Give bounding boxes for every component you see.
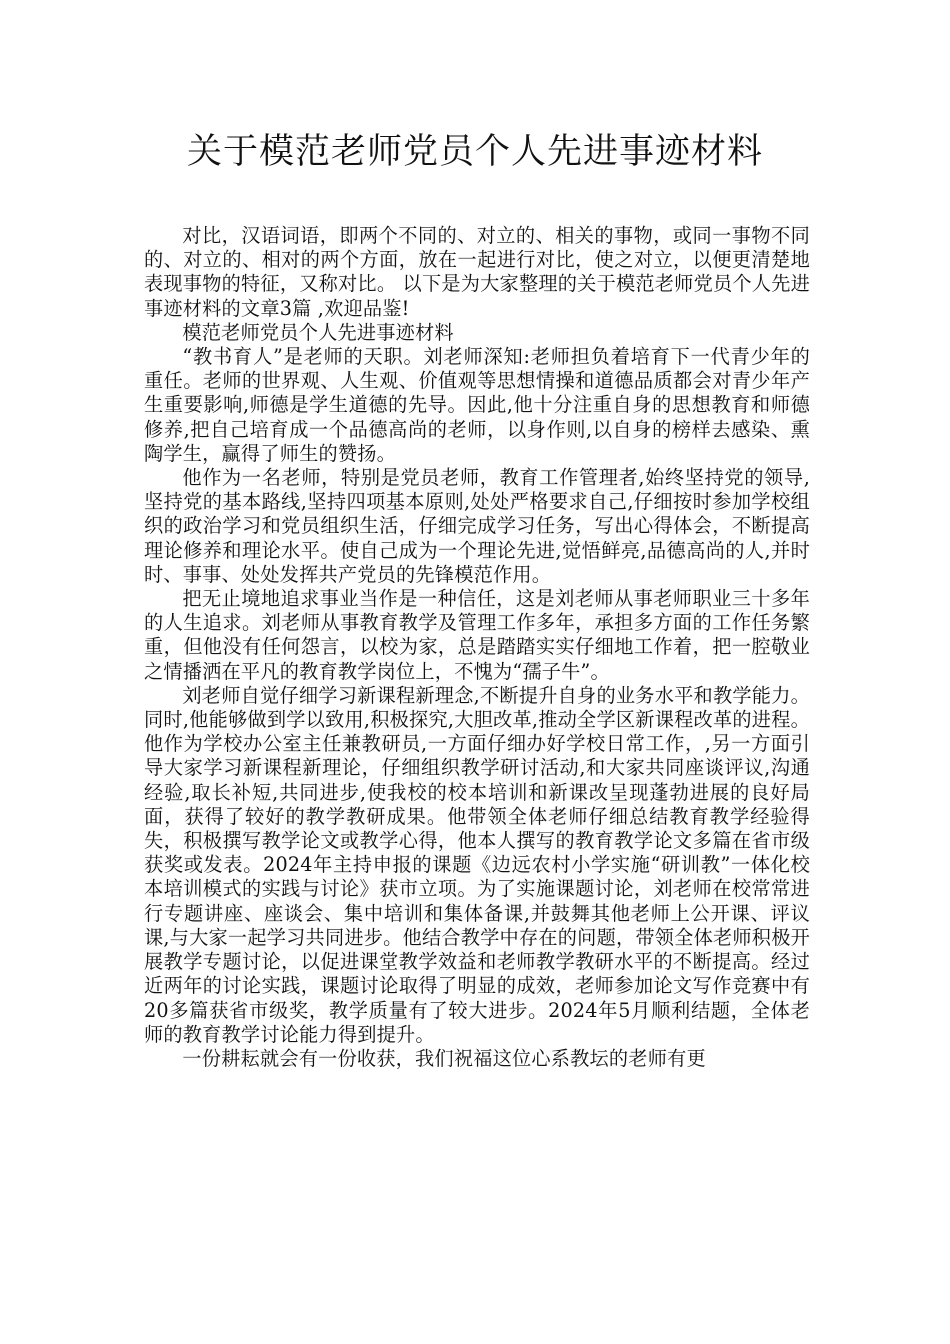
- paragraph: “教书育人”是老师的天职。刘老师深知:老师担负着培育下一代青少年的重任。老师的世界观、人生观、价值观等思想情操和道德品质都会对青少年产生重要影响,师德是学生道德的先导。因此,他十分注重自身的思想教育和师德修养,把自己培育成一个品德高尚的老师，以身作则,以自身的榜样去感染、熏陶学生，赢得了师生的赞扬。: [144, 345, 810, 465]
- document-title: 关于模范老师党员个人先进事迹材料: [186, 132, 763, 172]
- paragraph: 把无止境地追求事业当作是一种信任，这是刘老师从事老师职业三十多年的人生追求。刘老师从事教育教学及管理工作多年，承担多方面的工作任务繁重，但他没有任何怨言，以校为家，总是踏踏实实仔细地工作着，把一腔敬业之情播洒在平凡的教育教学岗位上，不愧为“孺子牛”。: [144, 587, 810, 683]
- paragraph-intro: 对比，汉语词语，即两个不同的、对立的、相关的事物，或同一事物不同的、对立的、相对的两个方面，放在一起进行对比，使之对立，以便更清楚地表现事物的特征，又称对比。 以下是为大家整理的关于模范老师党员个人先进事迹材料的文章3篇 ,欢迎品鉴!: [144, 224, 810, 320]
- paragraph: 刘老师自觉仔细学习新课程新理念,不断提升自身的业务水平和教学能力。同时,他能够做到学以致用,积极探究,大胆改革,推动全学区新课程改革的进程。他作为学校办公室主任兼教研员,一方面仔细办好学校日常工作，,另一方面引导大家学习新课程新理论，仔细组织教学研讨活动,和大家共同座谈评议,沟通经验,取长补短,共同进步,使我校的校本培训和新课改呈现蓬勃进展的良好局面，获得了较好的教学教研成果。他带领全体老师仔细总结教育教学经验得失，积极撰写教学论文或教学心得，他本人撰写的教育教学论文多篇在省市级获奖或发表。2024年主持申报的课题《边远农村小学实施“研训教”一体化校本培训模式的实践与讨论》获市立项。为了实施课题讨论，刘老师在校常常进行专题讲座、座谈会、集中培训和集体备课,并鼓舞其他老师上公开课、评议课,与大家一起学习共同进步。他结合教学中存在的问题，带领全体老师积极开展教学专题讨论，以促进课堂教学效益和老师教学教研水平的不断提高。经过近两年的讨论实践，课题讨论取得了明显的成效，老师参加论文写作竞赛中有20多篇获省市级奖，教学质量有了较大进步。2024年5月顺利结题，全体老师的教育教学讨论能力得到提升。: [144, 683, 810, 1046]
- paragraph: 一份耕耘就会有一份收获，我们祝福这位心系教坛的老师有更: [182, 1046, 706, 1070]
- document-body: [144, 224, 810, 1071]
- paragraph: 他作为一名老师，特别是党员老师，教育工作管理者,始终坚持党的领导,坚持党的基本路线,坚持四项基本原则,处处严格要求自己,仔细按时参加学校组织的政治学习和党员组织生活，仔细完成学习任务，写出心得体会，不断提高理论修养和理论水平。使自己成为一个理论先进,觉悟鲜亮,品德高尚的人,并时时、事事、处处发挥共产党员的先锋模范作用。: [144, 466, 810, 586]
- section-heading: 模范老师党员个人先进事迹材料: [182, 320, 454, 344]
